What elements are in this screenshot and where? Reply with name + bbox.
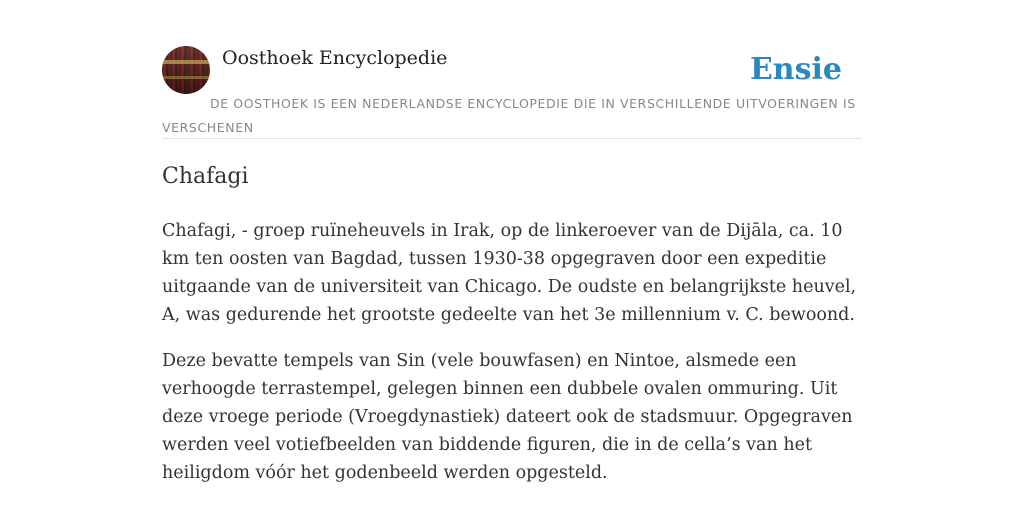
header-divider	[162, 138, 862, 139]
page-title: Chafagi	[162, 164, 249, 189]
site-tagline: DE OOSTHOEK IS EEN NEDERLANDSE ENCYCLOPEDIE DIE IN VERSCHILLENDE UITVOERINGEN IS VERSCHENEN	[162, 96, 856, 135]
article-paragraph: Chafagi, - groep ruïneheuvels in Irak, op de linkeroever van de Dijāla, ca. 10 km ten oosten van Bagdad, tussen 1930-38 opgegraven door een expeditie uitgaande van de universiteit van Chicago. De oudste en belangrijkste heuvel, A, was gedurende het grootste gedeelte van het 3e millennium v. C. bewoond.	[162, 221, 857, 325]
site-title[interactable]: Oosthoek Encyclopedie	[222, 47, 448, 69]
encyclopedia-books-icon[interactable]	[162, 46, 210, 94]
article-paragraph: Deze bevatte tempels van Sin (vele bouwfasen) en Nintoe, alsmede een verhoogde terrastempel, gelegen binnen een dubbele ovalen ommuring. Uit deze vroege periode (Vroegdynastiek) dateert ook de stadsmuur. Opgegraven werden veel votiefbeelden van biddende figuren, die in de cella’s van het heiligdom vóór het godenbeeld werden opgesteld.	[162, 351, 853, 483]
brand-logo[interactable]: Ensie	[749, 52, 842, 87]
